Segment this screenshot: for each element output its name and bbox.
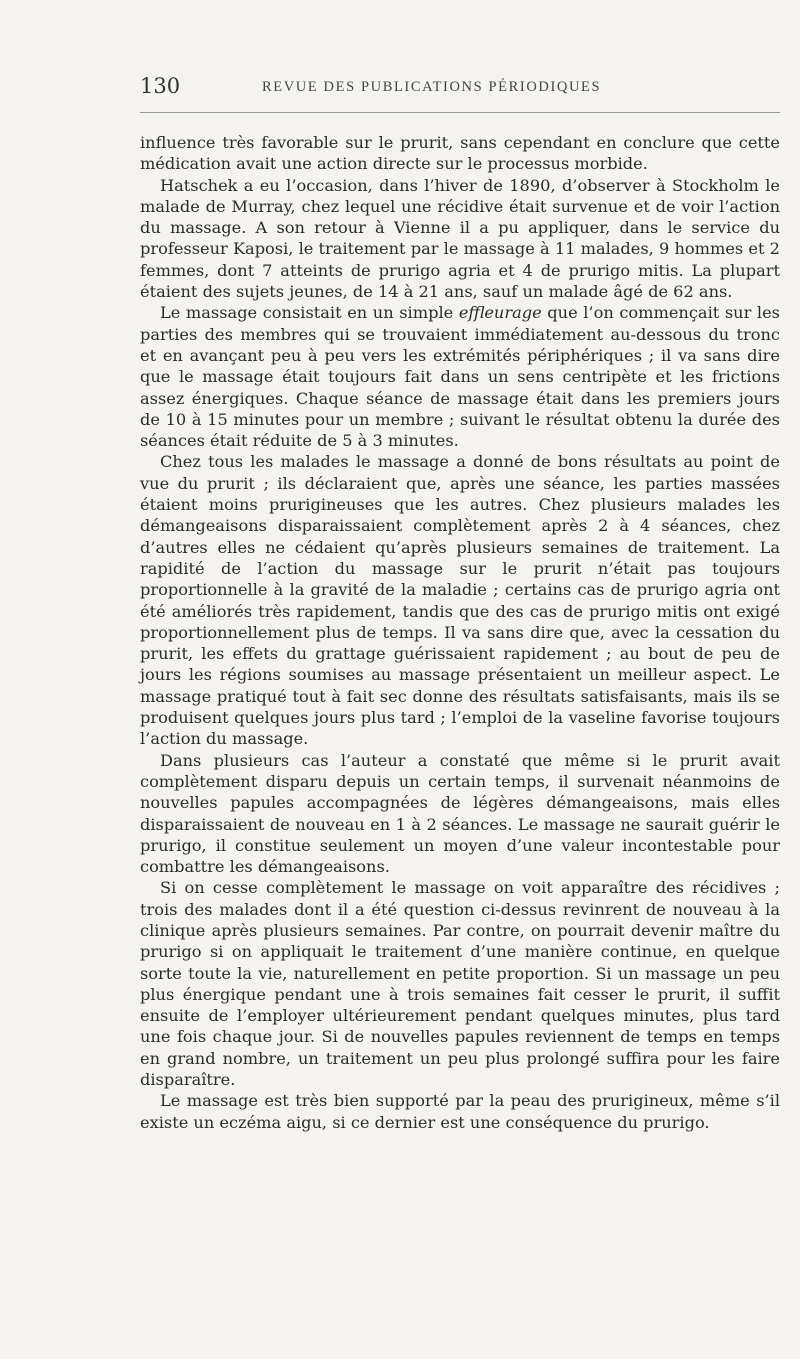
paragraph-continuous-treatment: Si on cesse complètement le massage on voit apparaître des récidives ; trois des malades dont il a été question ci-dessus revinrent de nouveau à la clinique après plusieurs semaines. Par contre, on pourrait devenir maître du prurigo si on appliquait le traitement d’une manière continue, en quelque sorte toute la vie, naturellement en petite proportion. Si un massage un peu plus énergique pendant une à trois semaines fait cesser le prurit, il suffit ensuite de l’employer ultérieurement pendant quelques minutes, plus tard une fois chaque jour. Si de nouvelles papules reviennent de temps en temps en grand nombre, un traitement un peu plus prolongé suffira pour les faire disparaître. — [140, 878, 780, 1090]
running-title: REVUE DES PUBLICATIONS PÉRIODIQUES — [262, 79, 602, 95]
paragraph-continuation: influence très favorable sur le prurit, sans cependant en conclure que cette médication avait une action directe sur le processus morbide. — [140, 133, 780, 174]
paragraph-hatschek: Hatschek a eu l’occasion, dans l’hiver de 1890, d’observer à Stockholm le malade de Murray, chez lequel une récidive était survenue et de voir l’action du massage. A son retour à Vienne il a pu appliquer, dans le service du professeur Kaposi, le traitement par le massage à 11 malades, 9 hommes et 2 femmes, dont 7 atteints de prurigo agria et 4 de prurigo mitis. La plupart étaient des sujets jeunes, de 14 à 21 ans, sauf un malade âgé de 62 ans. — [140, 175, 780, 302]
italic-term: effleurage — [458, 303, 542, 323]
body-text — [140, 132, 780, 1133]
paragraph-text: que l’on commençait sur les parties des membres qui se trouvaient immédiatement au-dessous du tronc et en avançant peu à peu vers les extrémités périphériques ; il va sans dire que le massage était toujours fait dans un sens centripète et les frictions assez énergiques. Chaque séance de massage était dans les premiers jours de 10 à 15 minutes pour un membre ; suivant le résultat obtenu la durée des séances était réduite de 5 à 3 minutes. — [140, 303, 780, 451]
page-header — [140, 74, 780, 104]
page-number: 130 — [140, 74, 181, 98]
header-rule — [140, 112, 780, 113]
paragraph-results: Chez tous les malades le massage a donné de bons résultats au point de vue du prurit ; ils déclaraient que, après une séance, les parties massées étaient moins prurigineuses que les autres. Chez plusieurs malades les démangeaisons disparaissaient complètement après 2 à 4 séances, chez d’autres elles ne cédaient qu’après plusieurs semaines de traitement. La rapidité de l’action du massage sur le prurit n’était pas toujours proportionnelle à la gravité de la maladie ; certains cas de prurigo agria ont été améliorés très rapidement, tandis que des cas de prurigo mitis ont exigé proportionnellement plus de temps. Il va sans dire que, avec la cessation du prurit, les effets du grattage guérissaient rapidement ; au bout de peu de jours les régions soumises au massage présentaient un meilleur aspect. Le massage pratiqué tout à fait sec donne des résultats satisfaisants, mais ils se produisent quelques jours plus tard ; l’emploi de la vaseline favorise toujours l’action du massage. — [140, 452, 780, 749]
paragraph-tolerance: Le massage est très bien supporté par la peau des prurigineux, même s’il existe un eczéma aigu, si ce dernier est une conséquence du prurigo. — [140, 1091, 780, 1132]
paragraph-recurrence: Dans plusieurs cas l’auteur a constaté que même si le prurit avait complètement disparu depuis un certain temps, il survenait néanmoins de nouvelles papules accompagnées de légères démangeaisons, mais elles disparaissaient de nouveau en 1 à 2 séances. Le massage ne saurait guérir le prurigo, il constitue seulement un moyen d’une valeur incontestable pour combattre les démangeaisons. — [140, 750, 780, 877]
paragraph-massage-method — [140, 302, 780, 451]
paragraph-text: Le massage consistait en un simple — [160, 303, 459, 323]
